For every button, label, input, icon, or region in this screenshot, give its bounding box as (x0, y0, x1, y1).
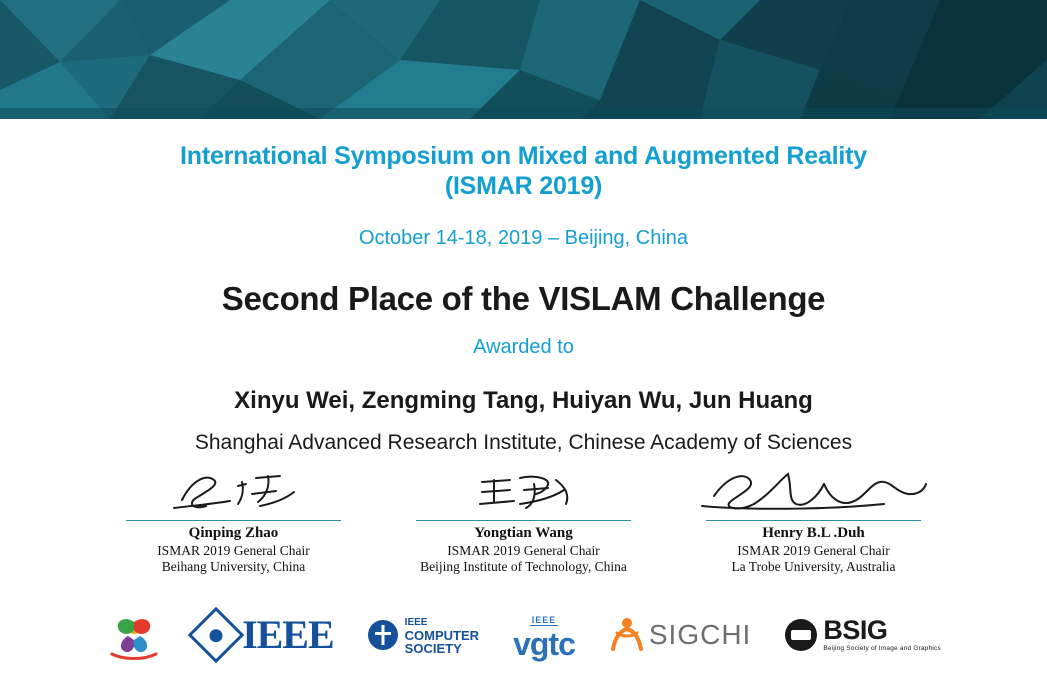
bsig-subtitle: Beijing Society of Image and Graphics (823, 645, 941, 652)
bsig-mark-icon (785, 619, 817, 651)
ieee-cs-wordmark (405, 616, 479, 655)
bsig-logo (785, 617, 941, 653)
signer-organization: La Trobe University, Australia (731, 559, 896, 574)
signer-name: Qinping Zhao (188, 525, 279, 541)
conference-date-location: October 14-18, 2019 – Beijing, China (358, 227, 689, 249)
recipient-affiliation: Shanghai Advanced Research Institute, Chinese Academy of Sciences (194, 431, 853, 454)
signature-rule (706, 520, 921, 521)
signer-role: ISMAR 2019 General Chair (447, 543, 600, 558)
sigchi-logo (609, 615, 751, 655)
bsig-wordmark (823, 617, 941, 653)
certificate-body (0, 119, 1047, 455)
conference-title-line2: (ISMAR 2019) (444, 172, 603, 200)
signer-organization: Beijing Institute of Technology, China (420, 559, 627, 574)
ieee-wordmark: IEEE (242, 612, 334, 657)
recipient-names: Xinyu Wei, Zengming Tang, Huiyan Wu, Jun Huang (234, 387, 813, 414)
signer-name: Henry B.L .Duh (762, 525, 865, 541)
award-title: Second Place of the VISLAM Challenge (221, 280, 826, 317)
conference-title-line1: International Symposium on Mixed and Augmented Reality (180, 142, 867, 170)
sponsor-logo-row (0, 600, 1047, 670)
signature-entry (379, 460, 669, 575)
ieee-cs-line2: COMPUTER (404, 627, 480, 643)
decorative-banner (0, 0, 1047, 119)
bsig-name: BSIG (823, 615, 888, 645)
signature-block (0, 460, 1047, 575)
ieee-cs-circle-icon (368, 620, 398, 650)
signature-rule (126, 520, 341, 521)
ieee-cs-line1: IEEE (404, 616, 428, 628)
ismar-logo (106, 610, 162, 660)
awarded-to-label: Awarded to (473, 336, 574, 358)
ieee-diamond-icon (188, 607, 245, 664)
ieee-computer-society-logo (368, 616, 479, 655)
vgtc-wordmark: vgtc (513, 626, 575, 662)
polygon-pattern-icon (0, 0, 1047, 119)
signature-entry (669, 460, 959, 575)
vgtc-ieee-label: IEEE (531, 615, 557, 625)
signature-entry (89, 460, 379, 575)
signature-rule (416, 520, 631, 521)
sigchi-person-icon (609, 615, 645, 655)
signer-name: Yongtian Wang (474, 525, 573, 541)
ismar-flower-logo-icon (106, 610, 162, 660)
handwritten-signature-icon (89, 460, 379, 520)
vgtc-logo (513, 610, 575, 660)
handwritten-signature-icon (379, 460, 669, 520)
ieee-cs-line3: SOCIETY (404, 640, 462, 656)
conference-title (0, 119, 1047, 201)
signer-role: ISMAR 2019 General Chair (737, 543, 890, 558)
ieee-logo (196, 612, 334, 657)
signer-organization: Beihang University, China (161, 559, 306, 574)
signer-role: ISMAR 2019 General Chair (157, 543, 310, 558)
handwritten-signature-icon (669, 460, 959, 520)
sigchi-wordmark: SIGCHI (648, 619, 752, 650)
